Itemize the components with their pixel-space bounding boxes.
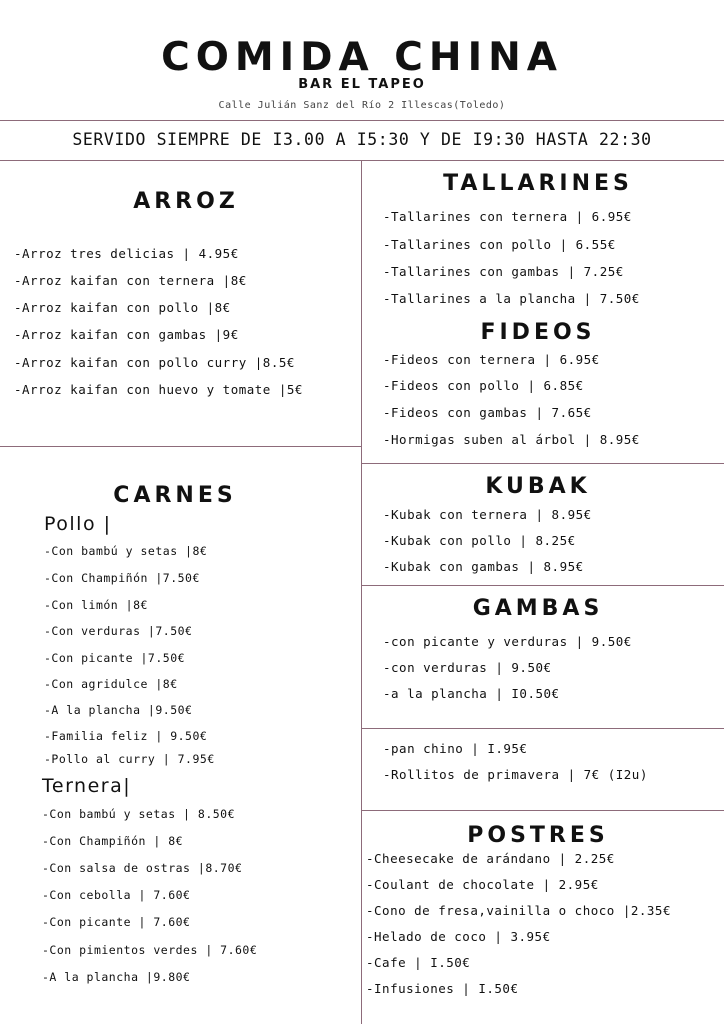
section-title-arroz: ARROZ <box>133 189 239 214</box>
menu-item: -Tallarines a la plancha | 7.50€ <box>383 291 640 306</box>
column-divider <box>361 160 362 1024</box>
divider-extras <box>361 810 724 811</box>
divider-arroz <box>0 446 362 447</box>
menu-item: -Infusiones | I.50€ <box>366 981 519 996</box>
menu-item: -Con Champiñón | 8€ <box>42 834 184 848</box>
menu-item: -Arroz kaifan con huevo y tomate |5€ <box>14 382 303 397</box>
menu-item: -Con bambú y setas |8€ <box>44 544 208 558</box>
menu-item: -con verduras | 9.50€ <box>383 660 552 675</box>
menu-item: -Tallarines con pollo | 6.55€ <box>383 237 616 252</box>
address: Calle Julián Sanz del Río 2 Illescas(Toledo) <box>218 100 506 111</box>
menu-item: -Coulant de chocolate | 2.95€ <box>366 877 599 892</box>
section-title-fideos: FIDEOS <box>480 320 596 345</box>
menu-item: -Tallarines con ternera | 6.95€ <box>383 209 632 224</box>
menu-item: -Con verduras |7.50€ <box>44 624 193 638</box>
menu-item: -Cono de fresa,vainilla o choco |2.35€ <box>366 903 671 918</box>
menu-item: -A la plancha |9.50€ <box>44 703 193 717</box>
menu-item: -Tallarines con gambas | 7.25€ <box>383 264 624 279</box>
section-title-tallarines: TALLARINES <box>443 171 633 196</box>
menu-item: -Arroz tres delicias | 4.95€ <box>14 246 239 261</box>
menu-item: -Con Champiñón |7.50€ <box>44 571 200 585</box>
menu-title: COMIDA CHINA <box>161 35 563 80</box>
menu-item: -con picante y verduras | 9.50€ <box>383 634 632 649</box>
menu-item: -Arroz kaifan con gambas |9€ <box>14 327 239 342</box>
menu-item: -Fideos con ternera | 6.95€ <box>383 352 600 367</box>
divider-fideos <box>361 463 724 464</box>
menu-item: -pan chino | I.95€ <box>383 741 528 756</box>
divider-top <box>0 120 724 121</box>
subsection-title-ternera: Ternera| <box>42 775 132 797</box>
divider-kubak <box>361 585 724 586</box>
menu-item: -Arroz kaifan con pollo curry |8.5€ <box>14 355 295 370</box>
menu-item: -Fideos con pollo | 6.85€ <box>383 378 584 393</box>
menu-item: -Kubak con gambas | 8.95€ <box>383 559 584 574</box>
menu-item: -Hormigas suben al árbol | 8.95€ <box>383 432 640 447</box>
menu-item: -Con salsa de ostras |8.70€ <box>42 861 243 875</box>
section-title-kubak: KUBAK <box>485 474 591 499</box>
menu-item: -Con cebolla | 7.60€ <box>42 888 191 902</box>
menu-item: -Con picante |7.50€ <box>44 651 186 665</box>
menu-item: -Arroz kaifan con ternera |8€ <box>14 273 247 288</box>
menu-item: -A la plancha |9.80€ <box>42 970 191 984</box>
menu-item: -Fideos con gambas | 7.65€ <box>383 405 592 420</box>
menu-item: -Arroz kaifan con pollo |8€ <box>14 300 231 315</box>
divider-gambas <box>361 728 724 729</box>
menu-item: -Con bambú y setas | 8.50€ <box>42 807 236 821</box>
menu-item: -Con agridulce |8€ <box>44 677 178 691</box>
menu-item: -a la plancha | I0.50€ <box>383 686 560 701</box>
menu-item: -Kubak con ternera | 8.95€ <box>383 507 592 522</box>
section-title-gambas: GAMBAS <box>472 596 604 621</box>
subsection-title-pollo: Pollo | <box>44 513 112 535</box>
menu-item: -Familia feliz | 9.50€ <box>44 729 208 743</box>
section-title-carnes: CARNES <box>113 483 237 508</box>
menu-item: -Kubak con pollo | 8.25€ <box>383 533 576 548</box>
section-title-postres: POSTRES <box>467 823 609 848</box>
menu-item: -Con limón |8€ <box>44 598 148 612</box>
menu-item: -Con pimientos verdes | 7.60€ <box>42 943 258 957</box>
menu-item: -Con picante | 7.60€ <box>42 915 191 929</box>
menu-item: -Pollo al curry | 7.95€ <box>44 752 215 766</box>
divider-hours <box>0 160 724 161</box>
menu-item: -Helado de coco | 3.95€ <box>366 929 551 944</box>
menu-item: -Rollitos de primavera | 7€ (I2u) <box>383 767 648 782</box>
menu-subtitle: BAR EL TAPEO <box>298 77 426 92</box>
service-hours: SERVIDO SIEMPRE DE I3.00 A I5:30 Y DE I9:30 HASTA 22:30 <box>72 130 652 149</box>
menu-item: -Cheesecake de arándano | 2.25€ <box>366 851 615 866</box>
menu-item: -Cafe | I.50€ <box>366 955 471 970</box>
